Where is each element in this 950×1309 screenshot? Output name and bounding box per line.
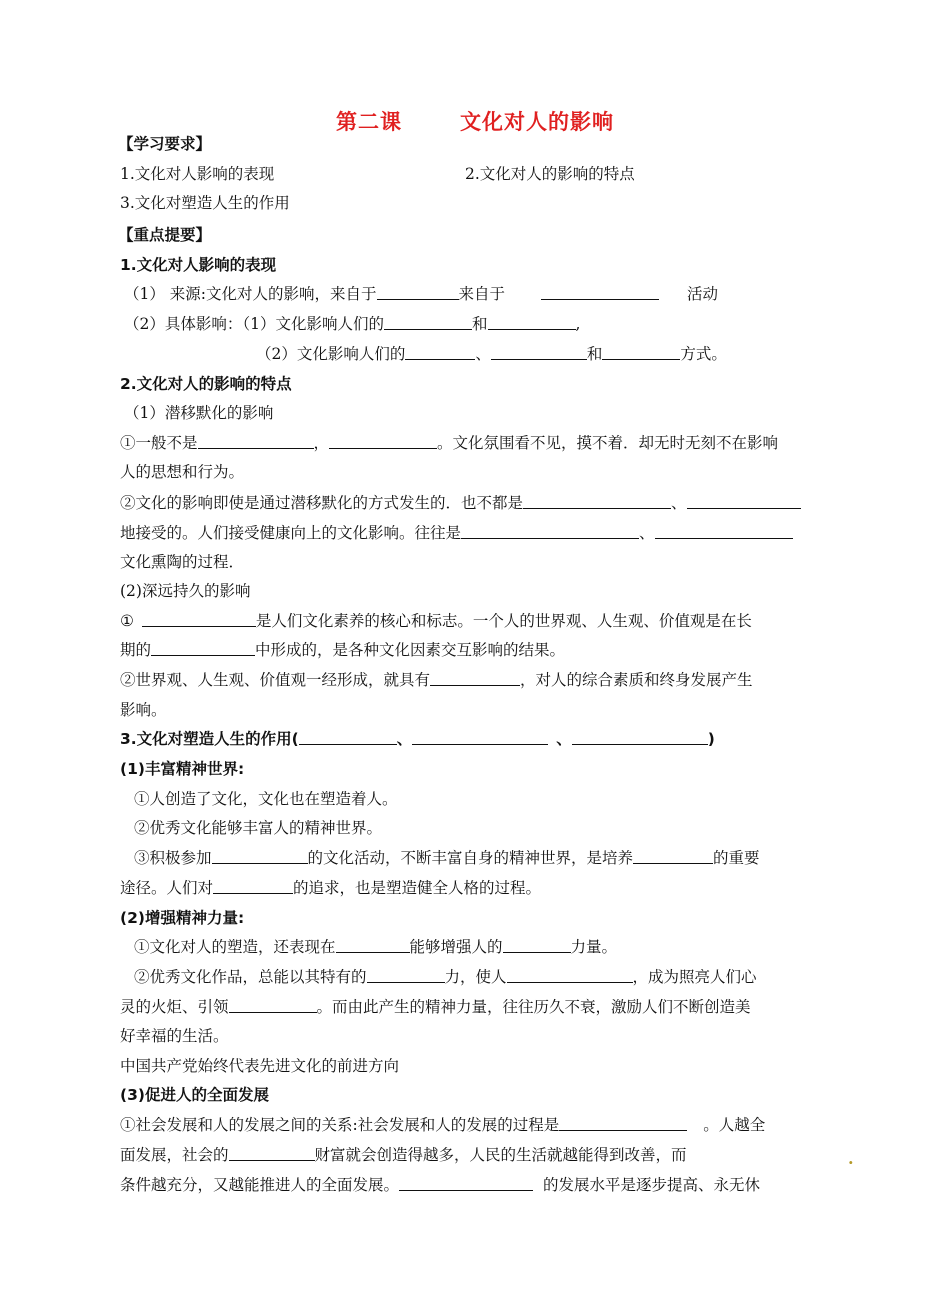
- decorative-dot: .: [848, 1149, 854, 1168]
- s3-a3-cont: 途径。人们对 的追求，也是塑造健全人格的过程。: [120, 879, 542, 897]
- title-topic: 文化对人的影响: [460, 110, 614, 134]
- s2-p2-end: 文化熏陶的过程．: [120, 553, 245, 571]
- blank[interactable]: [541, 284, 659, 300]
- blank[interactable]: [367, 967, 445, 983]
- s2-p2: ②文化的影响即使是通过潜移默化的方式发生的．也不都是 、: [120, 493, 801, 513]
- page-title: [0, 106, 950, 136]
- blank[interactable]: [336, 937, 410, 953]
- blank[interactable]: [212, 848, 308, 864]
- blank[interactable]: [503, 937, 571, 953]
- blank[interactable]: [299, 729, 397, 745]
- section-key-points: 【重点提要】: [118, 226, 212, 244]
- s3-b2: ②优秀文化作品，总能以其特有的 力，使人 ，成为照亮人们心: [134, 968, 757, 986]
- s3-c1-end: 条件越充分，又越能推进人的全面发展。 的发展水平是逐步提高、永无休: [120, 1176, 761, 1194]
- blank[interactable]: [384, 314, 472, 330]
- blank[interactable]: [507, 967, 633, 983]
- s1-line-influence-2: （2）文化影响人们的 、 和 方式。: [256, 345, 727, 363]
- blank[interactable]: [430, 670, 520, 686]
- blank[interactable]: [572, 729, 708, 745]
- heading-3: 3.文化对塑造人生的作用( 、 、 ): [120, 730, 715, 748]
- s3-sub-2: (2)增强精神力量:: [120, 909, 245, 927]
- blank[interactable]: [491, 344, 587, 360]
- blank[interactable]: [461, 523, 639, 539]
- s2-sub-1: （1）潜移默化的影响: [124, 404, 274, 422]
- blank[interactable]: [602, 344, 680, 360]
- s3-c1-cont: 面发展，社会的 财富就会创造得越多，人民的生活就越能得到改善，而: [120, 1146, 687, 1164]
- blank[interactable]: [229, 1145, 315, 1161]
- heading-1: 1.文化对人影响的表现: [120, 256, 277, 274]
- blank[interactable]: [655, 523, 793, 539]
- s2-p3: ① 是人们文化素养的核心和标志。一个人的世界观、人生观、价值观是在长: [120, 612, 752, 630]
- s3-sub-3: (3)促进人的全面发展: [120, 1086, 269, 1104]
- blank[interactable]: [329, 433, 437, 449]
- s3-a1: ①人创造了文化，文化也在塑造着人。: [134, 790, 398, 808]
- blank[interactable]: [523, 493, 671, 509]
- s3-b3: 中国共产党始终代表先进文化的前进方向: [120, 1057, 400, 1075]
- s2-p1-cont: 人的思想和行为。: [120, 463, 245, 481]
- section-requirements: 【学习要求】: [118, 135, 212, 153]
- s2-p4: ②世界观、人生观、价值观一经形成，就具有 ，对人的综合素质和终身发展产生: [120, 671, 753, 689]
- blank[interactable]: [412, 729, 548, 745]
- requirement-3: 3.文化对塑造人生的作用: [120, 194, 290, 212]
- s2-p3-cont: 期的 中形成的，是各种文化因素交互影响的结果。: [120, 641, 566, 659]
- s1-line-influence: （2）具体影响：（1）文化影响人们的 和 ,: [124, 315, 581, 333]
- blank[interactable]: [488, 314, 576, 330]
- blank[interactable]: [405, 344, 475, 360]
- s2-p1: ①一般不是 ， 。文化氛围看不见，摸不着．却无时无刻不在影响: [120, 434, 779, 452]
- s3-b2-cont: 灵的火炬、引领 。而由此产生的精神力量，往往历久不衰，激励人们不断创造美: [120, 998, 751, 1016]
- s3-a3: ③积极参加 的文化活动，不断丰富自身的精神世界，是培养 的重要: [134, 849, 760, 867]
- s3-c1: ①社会发展和人的发展之间的关系:社会发展和人的发展的过程是 。人越全: [120, 1116, 766, 1134]
- s2-p4-cont: 影响。: [120, 701, 167, 719]
- blank[interactable]: [377, 284, 459, 300]
- s3-b1: ①文化对人的塑造，还表现在 能够增强人的 力量。: [134, 938, 618, 956]
- requirement-2: 2.文化对人的影响的特点: [465, 165, 635, 183]
- blank[interactable]: [687, 493, 801, 509]
- s3-b2-end: 好幸福的生活。: [120, 1027, 229, 1045]
- blank[interactable]: [559, 1115, 687, 1131]
- s1-line-source: （1） 来源:文化对人的影响，来自于 来自于 活动: [124, 285, 719, 303]
- blank[interactable]: [198, 433, 314, 449]
- s2-p2-cont: 地接受的。人们接受健康向上的文化影响。往往是 、: [120, 523, 793, 543]
- heading-2: 2.文化对人的影响的特点: [120, 375, 292, 393]
- blank[interactable]: [229, 997, 317, 1013]
- blank[interactable]: [399, 1175, 533, 1191]
- blank[interactable]: [151, 640, 255, 656]
- s3-sub-1: (1)丰富精神世界:: [120, 760, 245, 778]
- title-lesson: 第二课: [336, 110, 402, 134]
- requirement-1: 1.文化对人影响的表现: [120, 165, 275, 183]
- blank[interactable]: [142, 611, 256, 627]
- s3-a2: ②优秀文化能够丰富人的精神世界。: [134, 819, 383, 837]
- s2-sub-2: (2)深远持久的影响: [120, 582, 251, 600]
- blank[interactable]: [633, 848, 713, 864]
- blank[interactable]: [213, 878, 293, 894]
